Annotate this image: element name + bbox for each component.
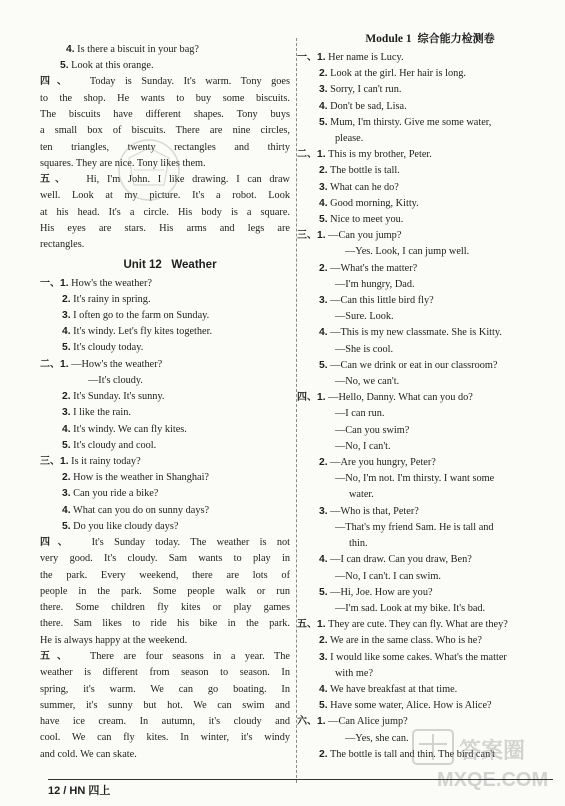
answer-line — [307, 82, 553, 98]
item-number: 3. — [319, 84, 328, 96]
answer-text: —Can you swim? — [335, 424, 410, 436]
answer-text: Don't be sad, Lisa. — [330, 100, 407, 112]
answer-line — [307, 342, 553, 358]
answer-text: It's Sunday. It's sunny. — [73, 391, 165, 403]
item-number: 5. — [62, 520, 71, 532]
item-number: 2. — [319, 457, 328, 469]
passage-text: There are four seasons in a year. The — [89, 651, 291, 662]
passage-text: rectangles. — [40, 239, 85, 251]
answer-text: Her name is Lucy. — [328, 52, 404, 63]
answer-line — [307, 439, 553, 455]
answer-line — [307, 633, 553, 649]
passage-line — [40, 633, 290, 649]
answer-line — [50, 405, 290, 421]
item-number: 5. — [319, 586, 328, 598]
passage-text: His eyes are stars. His arms and legs are — [40, 223, 290, 235]
answer-text: —I'm sad. Look at my bike. It's bad. — [335, 602, 486, 614]
page-number: 12 / HN 四上 — [48, 785, 111, 797]
answer-line — [297, 50, 553, 66]
answer-text: It's cloudy today. — [73, 342, 144, 354]
answer-line — [50, 438, 290, 454]
section-marker: 五、 — [40, 174, 71, 186]
passage-text: people in the park. Some people walk or run — [40, 585, 290, 597]
passage-text: squares. They are nice. Tony likes them. — [40, 157, 206, 169]
passage-line — [40, 568, 290, 584]
answer-line — [307, 309, 553, 325]
answer-text: —What's the matter? — [330, 262, 418, 274]
answer-line — [307, 131, 553, 147]
unit-title: Unit 12 Weather — [123, 258, 217, 271]
passage — [40, 649, 290, 763]
answer-line — [307, 66, 553, 82]
passage-text: It's Sunday today. The weather is not — [91, 536, 291, 548]
answer-line — [307, 261, 553, 277]
answer-line — [307, 212, 553, 228]
item-number: 4. — [62, 423, 71, 435]
passage-text: He is always happy at the weekend. — [40, 634, 188, 646]
section-marker: 五、 — [297, 619, 317, 631]
item-number: 2. — [319, 262, 328, 274]
answer-text: This is my brother, Peter. — [328, 149, 432, 161]
passage-text: and cold. We can skate. — [40, 748, 137, 760]
passage-text: ten triangles, twenty rectangles and thirty — [40, 141, 290, 153]
answer-line — [50, 470, 290, 486]
item-number: 4. — [319, 197, 328, 209]
answer-text: —It's cloudy. — [88, 374, 143, 386]
passage-line — [40, 221, 290, 237]
item-number: 2. — [319, 635, 328, 647]
passage-text: spring, it's warm. We can go boating. In — [40, 683, 290, 695]
answer-line — [307, 471, 553, 487]
answer-text: —Hi, Joe. How are you? — [330, 586, 433, 598]
passage-line — [40, 649, 290, 665]
answer-text: —No, we can't. — [335, 376, 400, 388]
item-number: 5. — [62, 342, 71, 354]
section-marker: 四、 — [297, 392, 317, 404]
passage-text: Hi, I'm John. I like drawing. I can draw — [86, 174, 290, 186]
passage-text: the park. Every weekend, there are lots of — [40, 569, 290, 581]
item-number: 1. — [60, 455, 69, 467]
answer-line — [50, 340, 290, 356]
answer-text: —How's the weather? — [71, 358, 163, 370]
passage-text: there. Some children fly kites or play games — [40, 602, 290, 614]
answer-line — [307, 682, 553, 698]
answer-text: I often go to the farm on Sunday. — [73, 310, 210, 322]
module-name: Module 1 — [365, 33, 412, 45]
item-number: 3. — [319, 651, 328, 663]
answer-line — [307, 569, 553, 585]
item-number: 4. — [319, 100, 328, 112]
answer-line — [307, 196, 553, 212]
passage-line — [40, 682, 290, 698]
item-number: 3. — [62, 488, 71, 500]
answer-text: —I can run. — [335, 408, 385, 420]
answer-line — [307, 180, 553, 196]
answer-line — [307, 163, 553, 179]
passage-line — [40, 616, 290, 632]
answer-text: with me? — [335, 667, 374, 679]
passage-text: have ice cream. In autumn, it's cloudy and — [40, 716, 290, 728]
answer-line — [50, 308, 290, 324]
answer-text: It's windy. We can fly kites. — [73, 423, 187, 435]
svg-text:答案圈: 答案圈 — [459, 738, 526, 763]
item-number: 3. — [319, 295, 328, 307]
answer-line — [50, 42, 290, 58]
item-number: 1. — [317, 716, 326, 728]
answer-line — [50, 486, 290, 502]
answer-text: Can you ride a bike? — [73, 488, 159, 500]
answer-text: —That's my friend Sam. He is tall and — [335, 521, 494, 533]
passage-line — [40, 584, 290, 600]
answer-text: I would like some cakes. What's the matter — [330, 651, 507, 663]
passage-line — [40, 74, 290, 90]
answer-text: Good morning, Kitty. — [330, 197, 419, 209]
passage-text: a small box of biscuits. There are nine circles, — [40, 125, 290, 137]
answer-text: How's the weather? — [71, 277, 152, 289]
answer-text: —Yes. Look, I can jump well. — [345, 246, 470, 258]
answer-text: Nice to meet you. — [330, 214, 404, 226]
item-number: 1. — [317, 619, 326, 631]
answer-line — [307, 520, 553, 536]
answer-text: —Can this little bird fly? — [330, 295, 434, 307]
answer-text: —I can draw. Can you draw, Ben? — [330, 554, 472, 566]
answer-line — [307, 487, 553, 503]
answer-text: —Can Alice jump? — [328, 716, 408, 728]
item-number: 5. — [319, 214, 328, 226]
answer-line — [307, 585, 553, 601]
item-number: 3. — [62, 310, 71, 322]
answer-line — [307, 666, 553, 682]
passage-text: cool. We can fly kites. In winter, it's windy — [40, 732, 290, 744]
answer-line — [50, 292, 290, 308]
section-marker: 二、 — [40, 358, 60, 370]
item-number: 4. — [66, 44, 75, 55]
answer-text: —Yes, she can. — [345, 732, 409, 744]
section-marker: 六、 — [297, 716, 317, 728]
answer-line — [307, 244, 553, 260]
answer-line — [50, 324, 290, 340]
section-marker: 二、 — [297, 149, 317, 161]
item-number: 4. — [319, 327, 328, 339]
answer-text: —No, I can't. — [335, 440, 391, 452]
answer-text: I like the rain. — [73, 407, 131, 419]
item-number: 2. — [62, 472, 71, 484]
answer-line — [297, 147, 553, 163]
item-number: 2. — [62, 391, 71, 403]
item-number: 5. — [319, 359, 328, 371]
answer-line — [50, 58, 290, 74]
answer-text: —No, I'm not. I'm thirsty. I want some — [335, 473, 495, 485]
passage-text: weather is different from season to season. In — [40, 667, 290, 679]
answer-line — [50, 373, 290, 389]
item-number: 5. — [60, 60, 69, 72]
passage-line — [40, 698, 290, 714]
passage-line — [40, 714, 290, 730]
passage-text: well. Look at my picture. It's a robot. Look — [40, 190, 290, 202]
answer-text: —Can you jump? — [328, 230, 402, 242]
svg-text:MXQE.COM: MXQE.COM — [437, 769, 549, 791]
passage-line — [40, 747, 290, 763]
passage-text: The biscuits have different shapes. Tony buys — [40, 109, 290, 120]
section-marker: 五、 — [40, 651, 74, 662]
answer-line — [40, 276, 290, 292]
answer-text: What can he do? — [329, 181, 399, 193]
item-number: 3. — [319, 181, 328, 193]
section-marker: 四、 — [40, 536, 76, 548]
answer-line — [50, 389, 290, 405]
passage — [40, 535, 290, 649]
item-number: 4. — [62, 326, 71, 338]
passage-text: at his head. It's a circle. His body is a square. — [40, 206, 290, 218]
answer-text: —Can we drink or eat in our classroom? — [330, 359, 498, 371]
item-number: 5. — [62, 439, 71, 451]
answer-line — [307, 406, 553, 422]
answer-text: please. — [335, 133, 364, 145]
passage-line — [40, 665, 290, 681]
answer-line — [307, 552, 553, 568]
answer-line — [307, 698, 553, 714]
passage-text: to the shop. He wants to buy some biscuits. — [40, 92, 290, 104]
answer-line — [40, 357, 290, 373]
answer-text: They are cute. They can fly. What are they? — [328, 619, 508, 631]
section-marker: 一、 — [297, 52, 317, 63]
answer-line — [307, 374, 553, 390]
answer-text: What can you do on sunny days? — [72, 504, 210, 516]
answer-text: —Who is that, Peter? — [330, 505, 419, 517]
item-number: 1. — [317, 230, 326, 242]
section-marker: 三、 — [297, 230, 317, 242]
answer-line — [50, 422, 290, 438]
answer-text: Is it rainy today? — [71, 455, 141, 467]
footer-rule — [48, 779, 553, 780]
answer-text: Do you like cloudy days? — [73, 520, 179, 532]
answer-text: Look at the girl. Her hair is long. — [330, 68, 467, 80]
answer-text: Is there a biscuit in your bag? — [77, 44, 199, 55]
answer-line — [307, 601, 553, 617]
item-number: 4. — [319, 683, 328, 695]
passage-line — [40, 91, 290, 107]
answer-text: It's cloudy and cool. — [73, 439, 157, 451]
answer-text: —Are you hungry, Peter? — [330, 457, 436, 469]
answer-text: Sorry, I can't run. — [330, 84, 402, 96]
answer-line — [297, 617, 553, 633]
answer-line — [307, 99, 553, 115]
section-marker: 四、 — [40, 76, 74, 88]
item-number: 1. — [317, 149, 326, 161]
answer-text: —No, I can't. I can swim. — [335, 570, 441, 582]
answer-text: —Hello, Danny. What can you do? — [328, 392, 473, 404]
answer-text: —She is cool. — [335, 343, 394, 355]
answer-line — [307, 536, 553, 552]
item-number: 2. — [319, 68, 328, 80]
answer-line — [50, 519, 290, 535]
passage-text: there. Sam likes to ride his bike in the park. — [40, 618, 290, 630]
answer-line — [307, 277, 553, 293]
answer-line — [307, 650, 553, 666]
passage-text: summer, it's sunny but hot. We can swim and — [40, 699, 290, 711]
answer-text: We are in the same class. Who is he? — [329, 635, 482, 647]
item-number: 1. — [317, 52, 326, 63]
passage-text: Today is Sunday. It's warm. Tony goes — [89, 76, 290, 88]
answer-text: Look at this orange. — [71, 60, 154, 72]
item-number: 3. — [62, 407, 71, 419]
item-number: 1. — [60, 358, 69, 370]
passage-line — [40, 551, 290, 567]
answer-line — [307, 293, 553, 309]
item-number: 5. — [319, 116, 328, 128]
answer-text: How is the weather in Shanghai? — [73, 472, 209, 484]
item-number: 5. — [319, 700, 328, 712]
passage-line — [40, 600, 290, 616]
answer-line — [307, 423, 553, 439]
stamp-watermark-center — [104, 130, 194, 210]
site-watermark-logo — [407, 724, 557, 794]
section-marker: 一、 — [40, 277, 60, 289]
answer-text: —I'm hungry, Dad. — [335, 278, 415, 290]
answer-line — [307, 504, 553, 520]
passage-line — [40, 237, 290, 253]
passage-line — [40, 107, 290, 123]
item-number: 1. — [317, 392, 326, 404]
module-title — [307, 28, 553, 50]
passage-line — [40, 535, 290, 551]
item-number: 1. — [60, 277, 69, 289]
section-marker: 三、 — [40, 455, 60, 467]
answer-text: It's windy. Let's fly kites together. — [73, 326, 213, 338]
answer-text: —This is my new classmate. She is Kitty. — [330, 327, 502, 339]
right-column — [297, 32, 553, 763]
answer-text: Have some water, Alice. How is Alice? — [330, 700, 492, 712]
item-number: 2. — [62, 293, 71, 305]
answer-text: —Sure. Look. — [335, 311, 394, 323]
item-number: 4. — [62, 504, 71, 516]
answer-text: It's rainy in spring. — [73, 293, 151, 305]
module-subtitle: 综合能力检测卷 — [417, 32, 495, 45]
answer-line — [307, 115, 553, 131]
passage-text: very good. It's cloudy. Sam wants to play in — [40, 553, 290, 565]
answer-text: Mum, I'm thirsty. Give me some water, — [330, 116, 492, 128]
answer-line — [297, 390, 553, 406]
answer-line — [297, 228, 553, 244]
answer-text: We have breakfast at that time. — [329, 683, 458, 695]
passage-line — [40, 730, 290, 746]
item-number: 3. — [319, 505, 328, 517]
answer-line — [307, 325, 553, 341]
answer-text: water. — [349, 489, 374, 501]
answer-line — [40, 454, 290, 470]
answer-line — [307, 358, 553, 374]
answer-text: The bottle is tall. — [329, 165, 400, 177]
item-number: 2. — [319, 748, 328, 760]
item-number: 2. — [319, 165, 328, 177]
answer-text: thin. — [349, 538, 368, 550]
answer-line — [307, 455, 553, 471]
item-number: 4. — [319, 554, 328, 566]
answer-line — [50, 503, 290, 519]
answer-text: The bottle is tall and thin. The bird can't — [329, 748, 495, 760]
